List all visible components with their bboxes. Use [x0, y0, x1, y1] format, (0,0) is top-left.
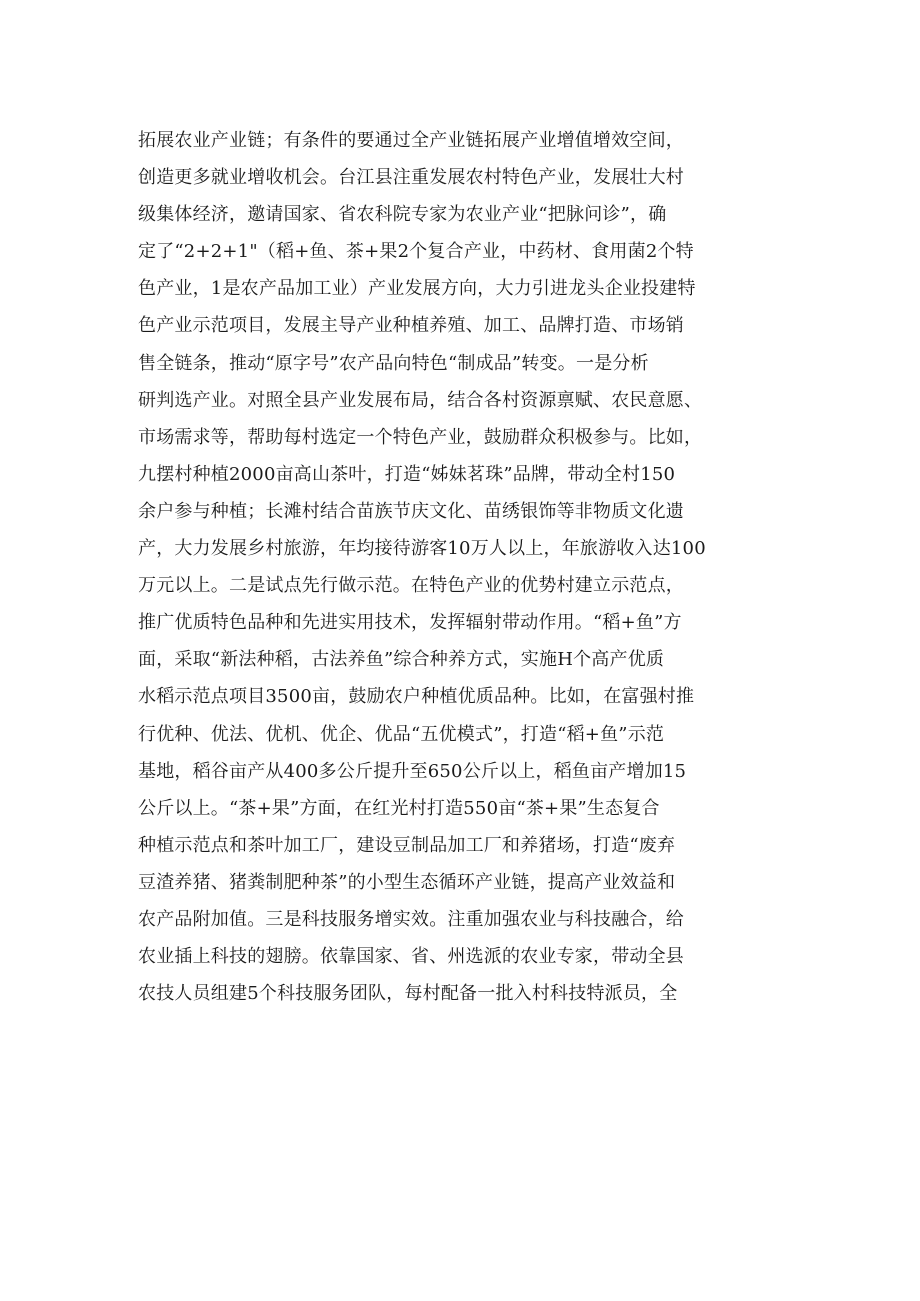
text-line-20: 种植示范点和茶叶加工厂，建设豆制品加工厂和养猪场，打造“废弃 — [138, 834, 676, 856]
text-line-22: 农产品附加值。三是科技服务增实效。注重加强农业与科技融合，给 — [138, 908, 684, 930]
text-line-6: 色产业示范项目，发展主导产业种植养殖、加工、品牌打造、市场销 — [138, 315, 684, 337]
text-line-18: 基地，稻谷亩产从400多公斤提升至650公斤以上，稻鱼亩产增加15 — [138, 760, 687, 782]
text-line-23: 农业插上科技的翅膀。依靠国家、省、州选派的农业专家，带动全县 — [138, 946, 684, 968]
text-line-9: 市场需求等，帮助每村选定一个特色产业，鼓励群众积极参与。比如， — [138, 426, 703, 448]
text-line-14: 推广优质特色品种和先进实用技术，发挥辐射带动作用。“稻+鱼”方 — [138, 612, 682, 634]
text-line-17: 行优种、优法、优机、优企、优品“五优模式”，打造“稻+鱼”示范 — [138, 723, 665, 745]
text-line-12: 产，大力发展乡村旅游，年均接待游客10万人以上，年旅游收入达100 — [138, 538, 706, 560]
text-line-2: 创造更多就业增收机会。台江县注重发展农村特色产业，发展壮大村 — [138, 167, 684, 189]
text-line-24: 农技人员组建5个科技服务团队，每村配备一批入村科技特派员，全 — [138, 983, 678, 1005]
text-line-15: 面，采取“新法种稻，古法养鱼”综合种养方式，实施H个高产优质 — [138, 649, 665, 671]
text-line-4: 定了“2+2+1"（稻+鱼、茶+果2个复合产业，中药材、食用菌2个特 — [138, 241, 694, 263]
text-line-21: 豆渣养猪、猪粪制肥种茶”的小型生态循环产业链，提高产业效益和 — [138, 871, 676, 893]
text-line-5: 色产业，1是农产品加工业）产业发展方向，大力引进龙头企业投建特 — [138, 278, 696, 300]
text-line-1: 拓展农业产业链；有条件的要通过全产业链拓展产业增值增效空间， — [138, 130, 684, 151]
text-line-8: 研判选产业。对照全县产业发展布局，结合各村资源禀赋、农民意愿、 — [138, 389, 703, 411]
text-line-11: 余户参与种植；长滩村结合苗族节庆文化、苗绣银饰等非物质文化遗 — [138, 500, 684, 522]
text-line-7: 售全链条，推动“原字号”农产品向特色“制成品”转变。一是分析 — [138, 352, 649, 374]
text-line-16: 水稻示范点项目3500亩，鼓励农户种植优质品种。比如，在富强村推 — [138, 686, 695, 708]
text-line-10: 九摆村种植2000亩高山茶叶，打造“姊妹茗珠”品牌，带动全村150 — [138, 463, 676, 485]
text-line-19: 公斤以上。“茶+果”方面，在红光村打造550亩“茶+果”生态复合 — [138, 797, 660, 819]
text-line-3: 级集体经济，邀请国家、省农科院专家为农业产业“把脉问诊”，确 — [138, 204, 667, 226]
text-line-13: 万元以上。二是试点先行做示范。在特色产业的优势村建立示范点， — [138, 575, 684, 597]
body-paragraph — [138, 122, 798, 1012]
